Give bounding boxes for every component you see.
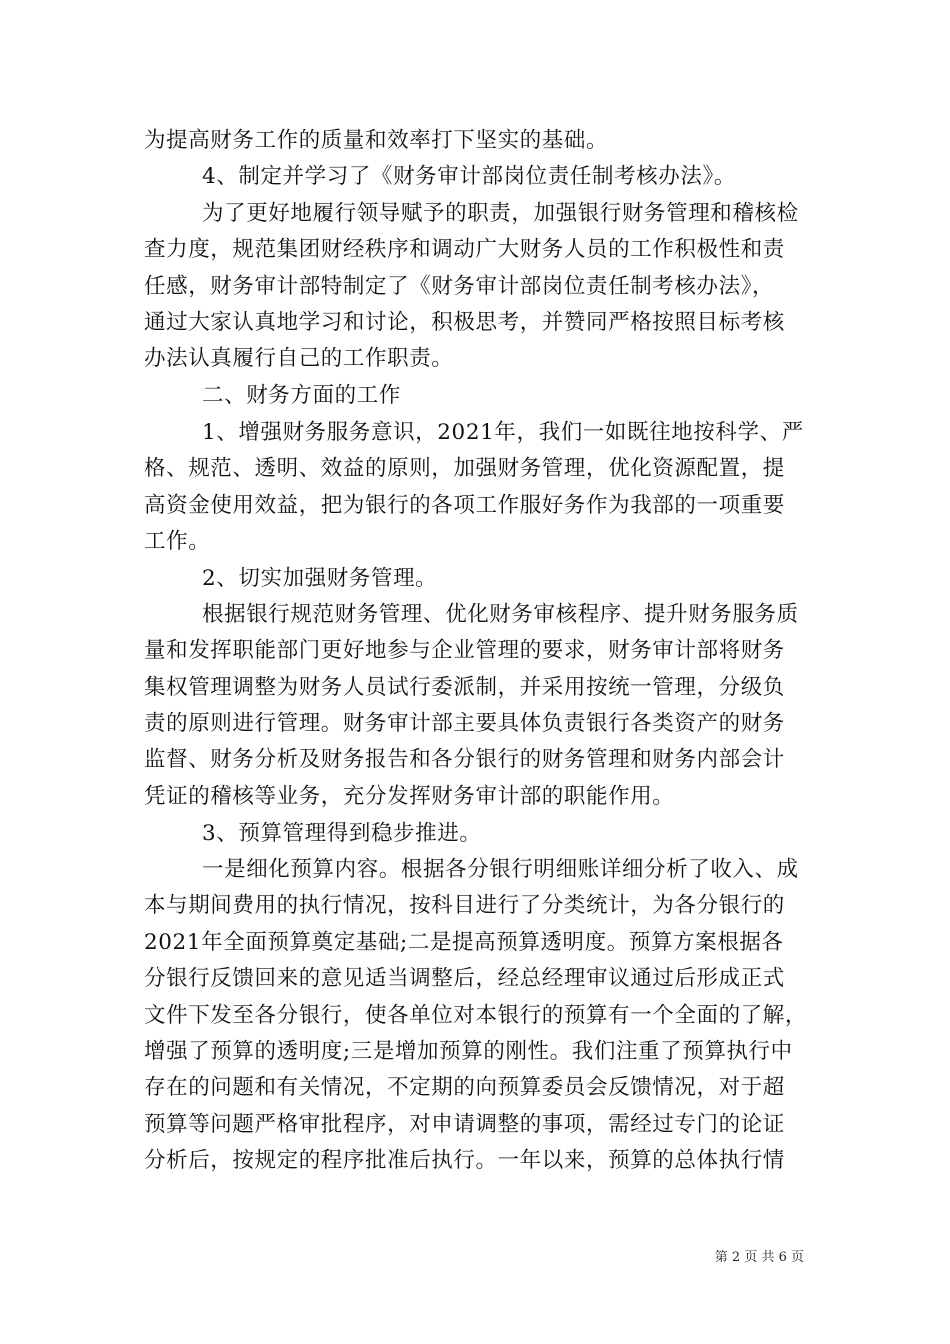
text-line: 根据银行规范财务管理、优化财务审核程序、提升财务服务质 <box>202 602 799 627</box>
text-line: 凭证的稽核等业务，充分发挥财务审计部的职能作用。 <box>144 784 675 809</box>
text-line: 预算等问题严格审批程序，对申请调整的事项，需经过专门的论证 <box>144 1112 785 1137</box>
text-line: 查力度，规范集团财经秩序和调动广大财务人员的工作积极性和责 <box>144 237 785 262</box>
text-line: 分析后，按规定的程序批准后执行。一年以来，预算的总体执行情 <box>144 1148 785 1173</box>
text-line: 集权管理调整为财务人员试行委派制，并采用按统一管理，分级负 <box>144 675 785 700</box>
text-line: 工作。 <box>144 529 211 554</box>
text-line: 办法认真履行自己的工作职责。 <box>144 346 454 371</box>
text-line: 责的原则进行管理。财务审计部主要具体负责银行各类资产的财务 <box>144 711 785 736</box>
text-line: 任感，财务审计部特制定了《财务审计部岗位责任制考核办法》， <box>144 274 775 299</box>
text-line: 高资金使用效益，把为银行的各项工作服好务作为我部的一项重要 <box>144 493 785 518</box>
text-line: 分银行反馈回来的意见适当调整后，经总经理审议通过后形成正式 <box>144 966 785 991</box>
text-line: 2021年全面预算奠定基础;二是提高预算透明度。预算方案根据各 <box>144 930 784 955</box>
text-line: 文件下发至各分银行，使各单位对本银行的预算有一个全面的了解， <box>144 1003 808 1028</box>
text-line: 3、预算管理得到稳步推进。 <box>202 821 482 846</box>
text-line: 为提高财务工作的质量和效率打下坚实的基础。 <box>144 128 609 153</box>
text-line: 一是细化预算内容。根据各分银行明细账详细分析了收入、成 <box>202 857 799 882</box>
text-line: 监督、财务分析及财务报告和各分银行的财务管理和财务内部会计 <box>144 747 785 772</box>
page-number-footer: 第 2 页 共 6 页 <box>714 1250 804 1265</box>
text-line: 2、切实加强财务管理。 <box>202 566 438 591</box>
text-line: 格、规范、透明、效益的原则，加强财务管理，优化资源配置，提 <box>144 456 785 481</box>
text-line: 通过大家认真地学习和讨论，积极思考，并赞同严格按照目标考核 <box>144 310 785 335</box>
text-line: 为了更好地履行领导赋予的职责，加强银行财务管理和稽核检 <box>202 201 799 226</box>
section-heading: 二、财务方面的工作 <box>202 383 401 408</box>
text-line: 1、增强财务服务意识，2021年，我们一如既往地按科学、严 <box>202 420 804 445</box>
text-line: 存在的问题和有关情况，不定期的向预算委员会反馈情况，对于超 <box>144 1075 785 1100</box>
text-line: 4、制定并学习了《财务审计部岗位责任制考核办法》。 <box>202 164 736 189</box>
text-line: 量和发挥职能部门更好地参与企业管理的要求，财务审计部将财务 <box>144 638 785 663</box>
text-line: 增强了预算的透明度;三是增加预算的刚性。我们注重了预算执行中 <box>144 1039 793 1064</box>
text-line: 本与期间费用的执行情况，按科目进行了分类统计，为各分银行的 <box>144 893 785 918</box>
